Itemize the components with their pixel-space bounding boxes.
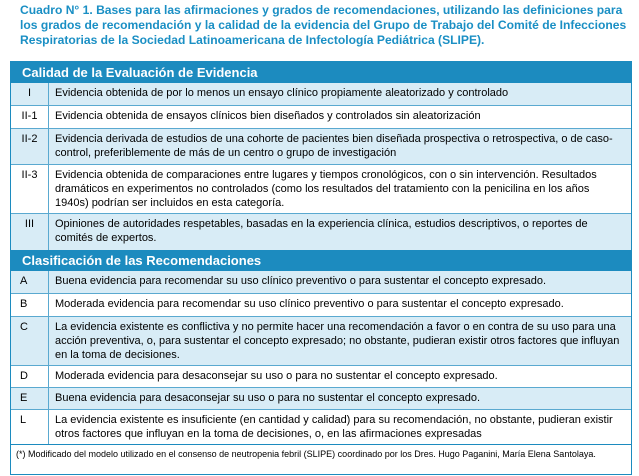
row-code: D xyxy=(11,366,49,387)
table-row xyxy=(11,271,631,293)
row-code: L xyxy=(11,410,49,444)
table-row xyxy=(11,387,631,409)
table-row xyxy=(11,293,631,316)
row-code: II-3 xyxy=(11,165,49,213)
row-text: Evidencia obtenida de por lo menos un ensayo clínico propiamente aleatorizado y controlado xyxy=(55,87,509,99)
row-text: Moderada evidencia para desaconsejar su uso o para no sustentar el concepto expresado. xyxy=(55,370,498,382)
row-text: Opiniones de autoridades respetables, basadas en la experiencia clínica, estudios descriptivos, o reportes de comités de expertos. xyxy=(55,218,588,244)
row-text: Moderada evidencia para recomendar su uso clínico preventivo o para sustentar el concepto expresado. xyxy=(55,298,564,310)
row-text: Evidencia derivada de estudios de una cohorte de pacientes bien diseñada prospectiva o retrospectiva, o de caso-control, preferiblemente de más de un centro o grupo de investigación xyxy=(55,133,613,159)
row-code: E xyxy=(11,388,49,409)
row-text: Buena evidencia para desaconsejar su uso o para no sustentar el concepto expresado. xyxy=(55,392,481,404)
row-code: II-1 xyxy=(11,106,49,128)
table-row xyxy=(11,105,631,128)
table-row xyxy=(11,316,631,365)
section-header-quality: Calidad de la Evaluación de Evidencia xyxy=(11,62,631,83)
row-code: I xyxy=(11,83,49,105)
table-row xyxy=(11,83,631,105)
evidence-table xyxy=(10,61,632,475)
row-text: La evidencia existente es conflictiva y no permite hacer una recomendación a favor o en contra de su uso para una acción preventiva, o, para sustentar el concepto expresado; no obstante, pudieran existir otros factores que influyan en la toma de decisiones. xyxy=(55,321,620,361)
table-row xyxy=(11,213,631,250)
table-row xyxy=(11,164,631,213)
row-code: A xyxy=(11,271,49,293)
table-row xyxy=(11,128,631,164)
row-text: Evidencia obtenida de ensayos clínicos bien diseñados y controlados sin aleatorización xyxy=(55,110,481,122)
table-footnote: (*) Modificado del modelo utilizado en el consenso de neutropenia febril (SLIPE) coordinado por los Dres. Hugo Paganini, María Elena Santolaya. xyxy=(11,444,631,460)
row-code: III xyxy=(11,214,49,250)
table-row xyxy=(11,365,631,387)
row-code: B xyxy=(11,294,49,316)
row-text: Buena evidencia para recomendar su uso clínico preventivo o para sustentar el concepto expresado. xyxy=(55,275,547,287)
row-text: Evidencia obtenida de comparaciones entre lugares y tiempos cronológicos, con o sin intervención. Resultados dramáticos en experimentos no controlados (como los resultados del tratamiento con la penicilina en los años 1940s) podrían ser incluidos en esta categoría. xyxy=(55,169,597,209)
row-code: II-2 xyxy=(11,129,49,164)
table-row xyxy=(11,409,631,444)
table-caption: Cuadro N° 1. Bases para las afirmaciones y grados de recomendaciones, utilizando las definiciones para los grados de recomendación y la calidad de la evidencia del Grupo de Trabajo del Comité de Infecciones Respiratorias de la Sociedad Latinoamericana de Infectología Pediátrica (SLIPE). xyxy=(20,3,627,47)
row-text: La evidencia existente es insuficiente (en cantidad y calidad) para su recomendación, no obstante, pudieran existir otros factores que influyan en la toma de decisiones, o, en las afirmaciones expresadas xyxy=(55,414,613,440)
row-code: C xyxy=(11,317,49,365)
section-header-recommendations: Clasificación de las Recomendaciones xyxy=(11,250,631,271)
